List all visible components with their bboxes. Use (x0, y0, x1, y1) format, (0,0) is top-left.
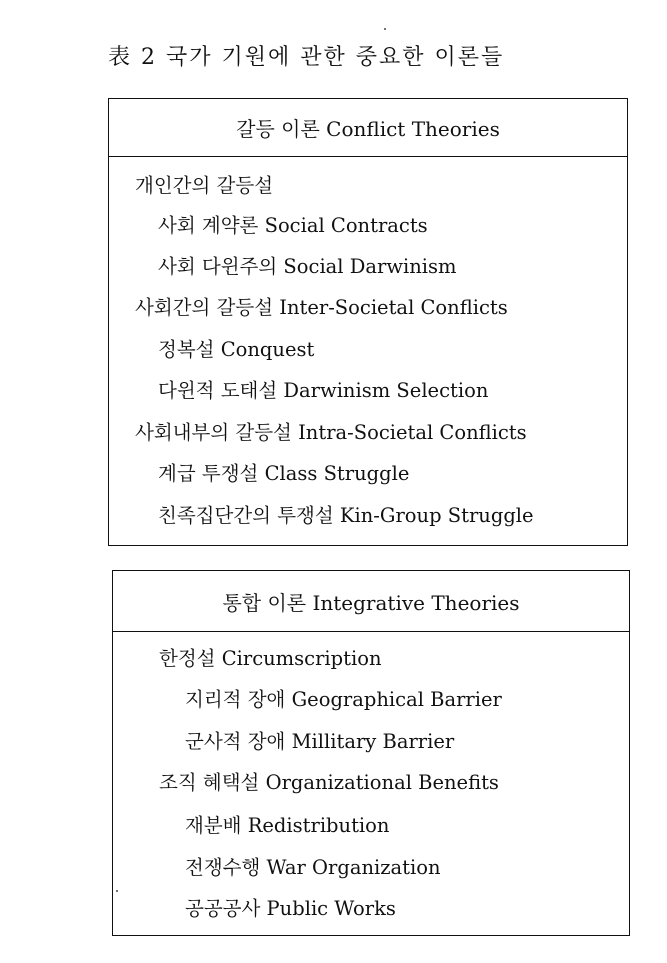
list-item: 재분배 Redistribution (185, 814, 390, 837)
list-item: 정복설 Conquest (158, 338, 315, 361)
list-item: 개인간의 갈등설 (135, 174, 274, 197)
conflict-theories-heading: 갈등 이론 Conflict Theories (109, 99, 627, 157)
list-item: 계급 투쟁설 Class Struggle (158, 462, 410, 485)
list-item: 사회 다윈주의 Social Darwinism (158, 255, 457, 278)
list-item: 군사적 장애 Millitary Barrier (185, 730, 455, 753)
integrative-theories-heading: 통합 이론 Integrative Theories (113, 571, 629, 632)
list-item: 지리적 장애 Geographical Barrier (185, 688, 502, 711)
table-title: 表 2 국가 기원에 관한 중요한 이론들 (108, 45, 505, 70)
list-item: 다윈적 도태설 Darwinism Selection (158, 379, 489, 402)
list-item: 공공공사 Public Works (185, 897, 396, 920)
list-item: 사회내부의 갈등설 Intra-Societal Conflicts (135, 421, 527, 444)
integrative-theories-box (112, 570, 630, 936)
conflict-theories-box (108, 98, 628, 546)
list-item: 친족집단간의 투쟁설 Kin-Group Struggle (158, 504, 534, 527)
scan-speck (116, 890, 118, 892)
list-item: 사회간의 갈등설 Inter-Societal Conflicts (135, 296, 508, 319)
list-item: 한정설 Circumscription (159, 647, 382, 670)
list-item: 사회 계약론 Social Contracts (158, 214, 428, 237)
list-item: 조직 혜택설 Organizational Benefits (159, 771, 499, 794)
scan-speck (384, 28, 386, 30)
list-item: 전쟁수행 War Organization (185, 856, 441, 879)
